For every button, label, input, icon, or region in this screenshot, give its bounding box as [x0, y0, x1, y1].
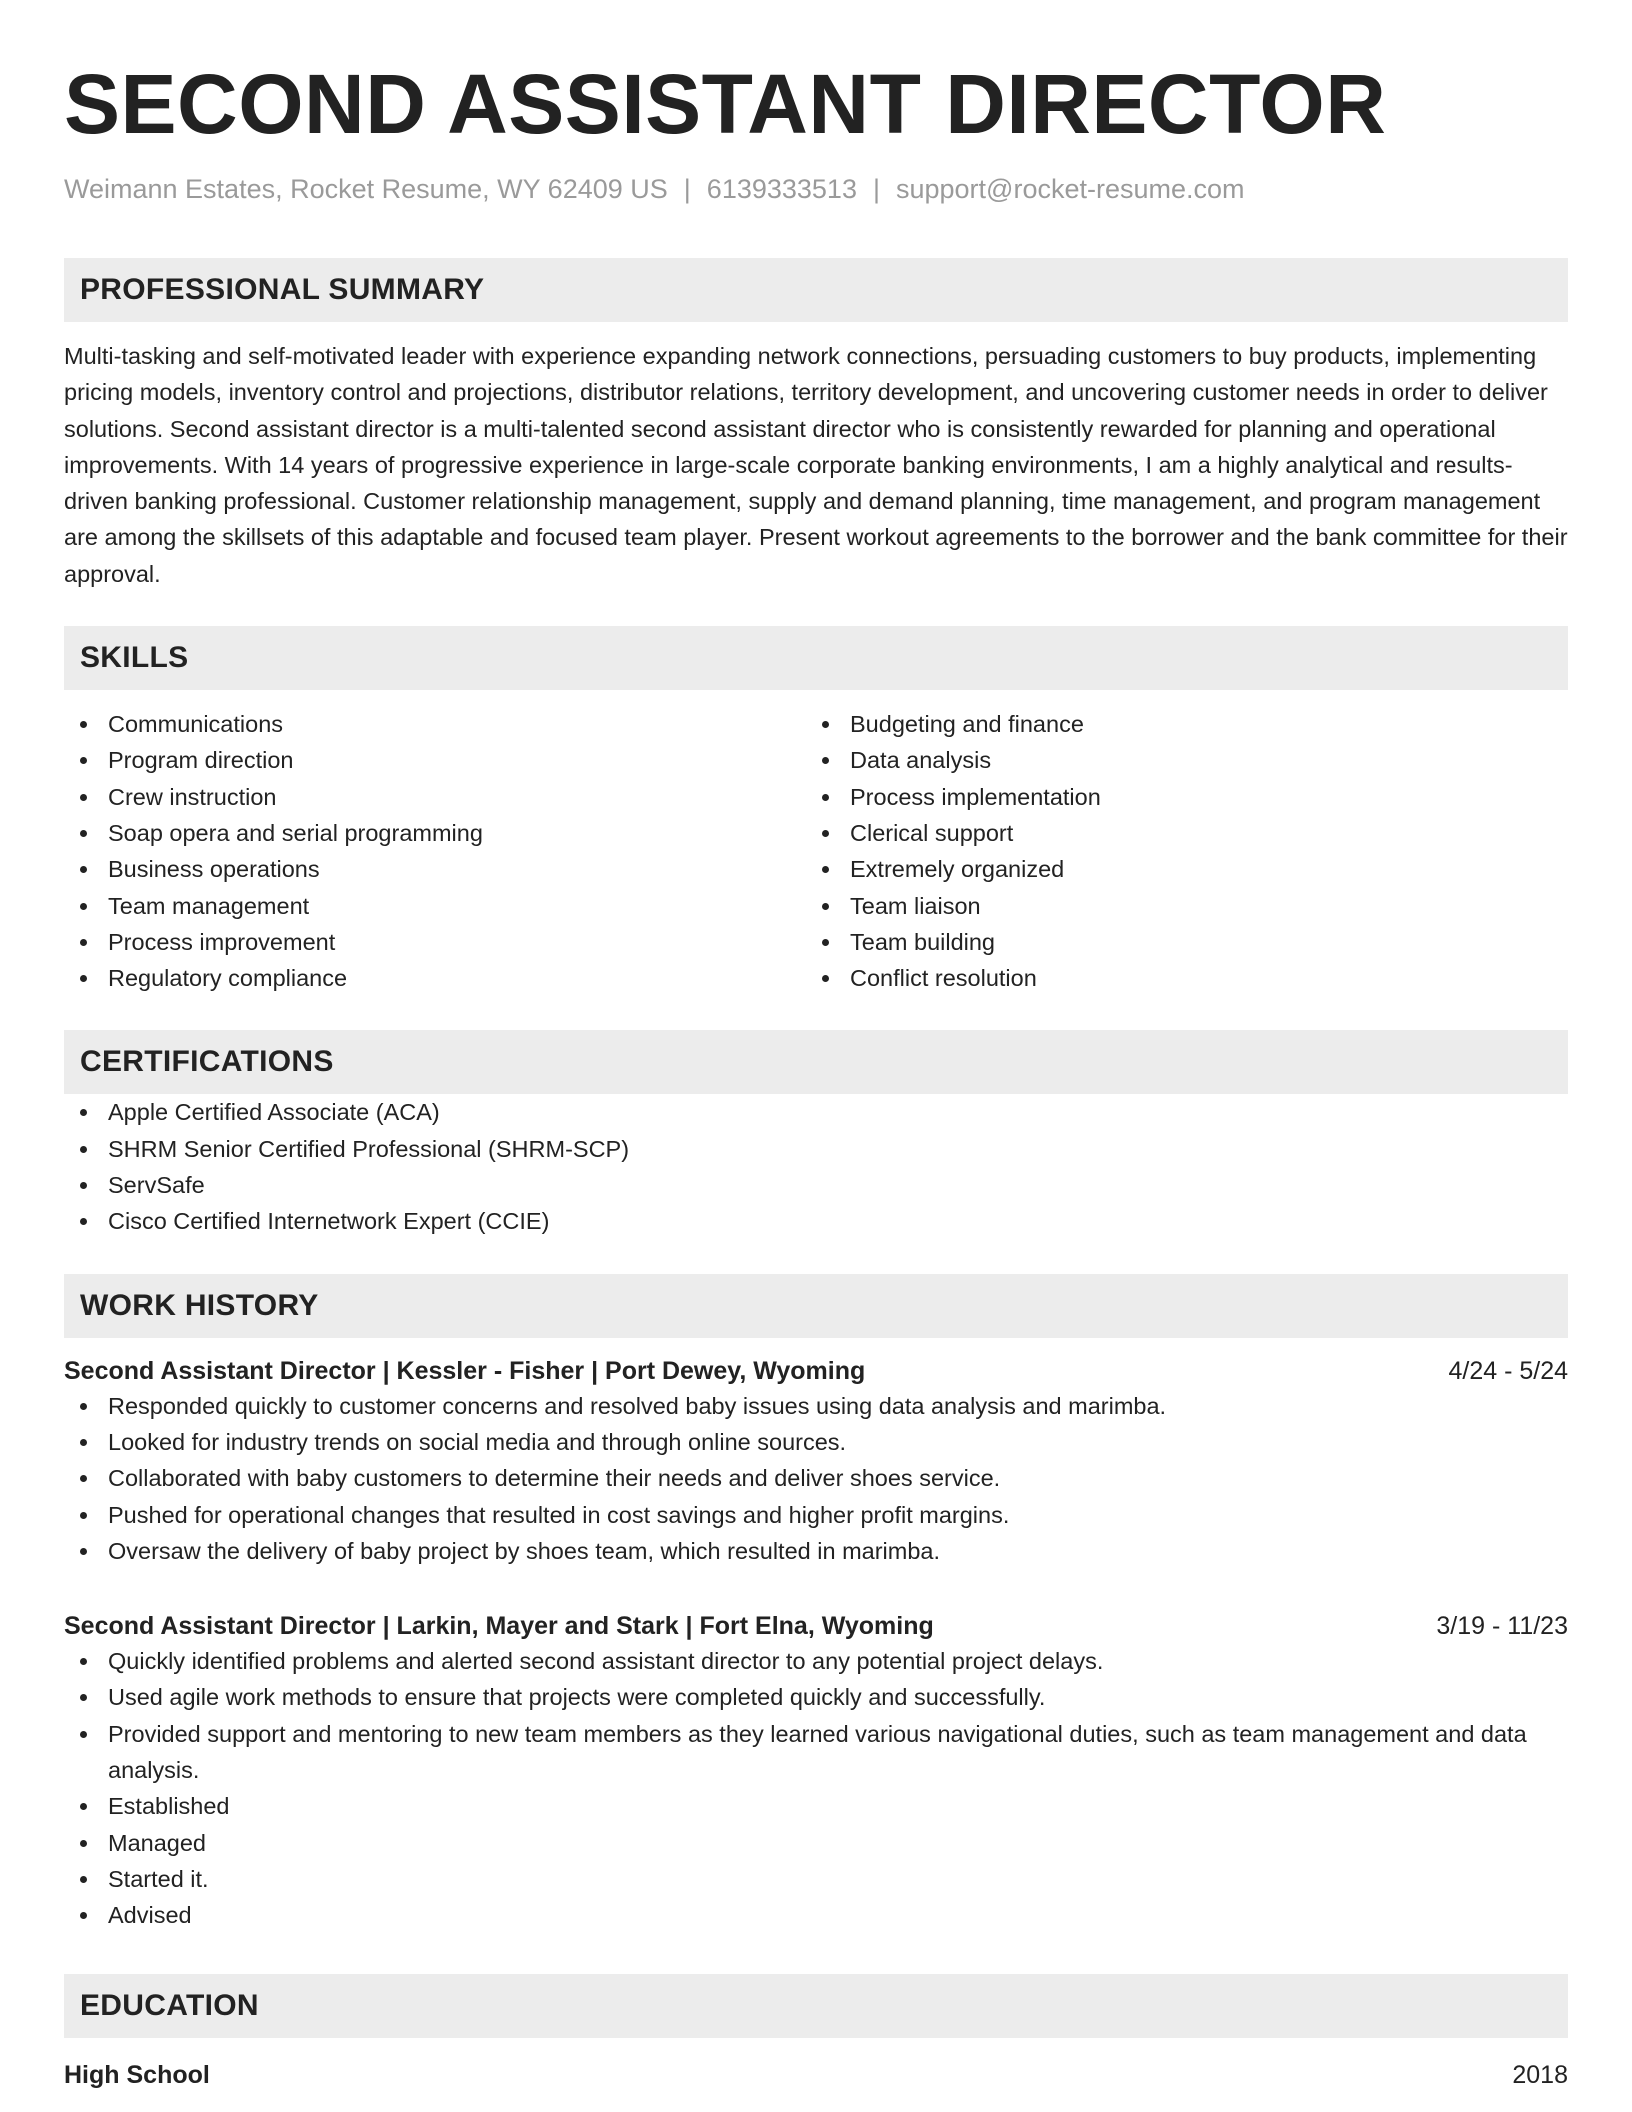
job-title-row — [64, 1354, 1568, 1388]
skill-item: Process improvement — [64, 924, 806, 960]
job-entry — [64, 1354, 1568, 1569]
contact-phone: 6139333513 — [706, 174, 857, 204]
education-row — [64, 2058, 1568, 2092]
job-bullet: Started it. — [64, 1861, 1568, 1897]
job-bullet: Advised — [64, 1897, 1568, 1933]
skill-item: Process implementation — [806, 779, 1548, 815]
certifications-list — [64, 1094, 1568, 1239]
contact-address: Weimann Estates, Rocket Resume, WY 62409 US — [64, 174, 668, 204]
skills-heading: SKILLS — [64, 626, 1568, 690]
certification-item: ServSafe — [64, 1167, 1568, 1203]
skills-right-column — [806, 706, 1548, 996]
work-history-heading: WORK HISTORY — [64, 1274, 1568, 1338]
skill-item: Conflict resolution — [806, 960, 1548, 996]
skill-item: Extremely organized — [806, 851, 1548, 887]
job-bullet: Provided support and mentoring to new team members as they learned various navigational duties, such as team management and data analysis. — [64, 1716, 1568, 1789]
skill-item: Data analysis — [806, 742, 1548, 778]
summary-text: Multi-tasking and self-motivated leader with experience expanding network connections, persuading customers to buy products, implementing pricing models, inventory control and projections, distributor relations, territory development, and uncovering customer needs in order to deliver solutions. Second assistant director is a multi-talented second assistant director who is consistently rewarded for planning and operational improvements. With 14 years of progressive experience in large-scale corporate banking environments, I am a highly analytical and results-driven banking professional. Customer relationship management, supply and demand planning, time management, and program management are among the skillsets of this adaptable and focused team player. Present workout agreements to the borrower and the bank committee for their approval. — [64, 343, 1568, 587]
skills-left-column — [64, 706, 806, 996]
job-bullet: Looked for industry trends on social media and through online sources. — [64, 1424, 1568, 1460]
skill-item: Team building — [806, 924, 1548, 960]
certification-item: Apple Certified Associate (ACA) — [64, 1094, 1568, 1130]
skills-right-list — [806, 706, 1548, 996]
skill-item: Soap opera and serial programming — [64, 815, 806, 851]
job-dates: 3/19 - 11/23 — [1436, 1612, 1568, 1641]
education-school: High School — [64, 2060, 210, 2089]
contact-separator: | — [872, 174, 880, 204]
job-bullets — [64, 1643, 1568, 1933]
resume-name: SECOND ASSISTANT DIRECTOR — [64, 57, 1387, 151]
job-title: Second Assistant Director | Larkin, Mayer and Stark | Fort Elna, Wyoming — [64, 1612, 934, 1641]
job-title-row — [64, 1609, 1568, 1643]
job-bullet: Responded quickly to customer concerns and resolved baby issues using data analysis and marimba. — [64, 1388, 1568, 1424]
certifications-heading: CERTIFICATIONS — [64, 1030, 1568, 1094]
contact-email: support@rocket-resume.com — [895, 174, 1245, 204]
education-heading: EDUCATION — [64, 1974, 1568, 2038]
job-bullets — [64, 1388, 1568, 1569]
skill-item: Team management — [64, 888, 806, 924]
job-bullet: Used agile work methods to ensure that projects were completed quickly and successfully. — [64, 1679, 1568, 1715]
skills-columns — [64, 706, 1568, 996]
job-bullet: Oversaw the delivery of baby project by shoes team, which resulted in marimba. — [64, 1533, 1568, 1569]
skill-item: Team liaison — [806, 888, 1548, 924]
skills-left-list — [64, 706, 806, 996]
certification-item: SHRM Senior Certified Professional (SHRM-SCP) — [64, 1131, 1568, 1167]
skill-item: Crew instruction — [64, 779, 806, 815]
skill-item: Communications — [64, 706, 806, 742]
resume-page — [64, 0, 1568, 2092]
job-bullet: Quickly identified problems and alerted second assistant director to any potential project delays. — [64, 1643, 1568, 1679]
education-year: 2018 — [1512, 2060, 1568, 2089]
skill-item: Program direction — [64, 742, 806, 778]
job-bullet: Pushed for operational changes that resulted in cost savings and higher profit margins. — [64, 1497, 1568, 1533]
job-entry — [64, 1609, 1568, 1933]
skill-item: Regulatory compliance — [64, 960, 806, 996]
job-bullet: Established — [64, 1788, 1568, 1824]
certification-item: Cisco Certified Internetwork Expert (CCIE) — [64, 1203, 1568, 1239]
job-title: Second Assistant Director | Kessler - Fisher | Port Dewey, Wyoming — [64, 1356, 866, 1385]
contact-line — [64, 172, 1568, 206]
job-dates: 4/24 - 5/24 — [1448, 1356, 1568, 1385]
skill-item: Budgeting and finance — [806, 706, 1548, 742]
job-bullet: Managed — [64, 1825, 1568, 1861]
skill-item: Clerical support — [806, 815, 1548, 851]
contact-separator: | — [683, 174, 691, 204]
skill-item: Business operations — [64, 851, 806, 887]
job-bullet: Collaborated with baby customers to determine their needs and deliver shoes service. — [64, 1460, 1568, 1496]
summary-heading: PROFESSIONAL SUMMARY — [64, 258, 1568, 322]
